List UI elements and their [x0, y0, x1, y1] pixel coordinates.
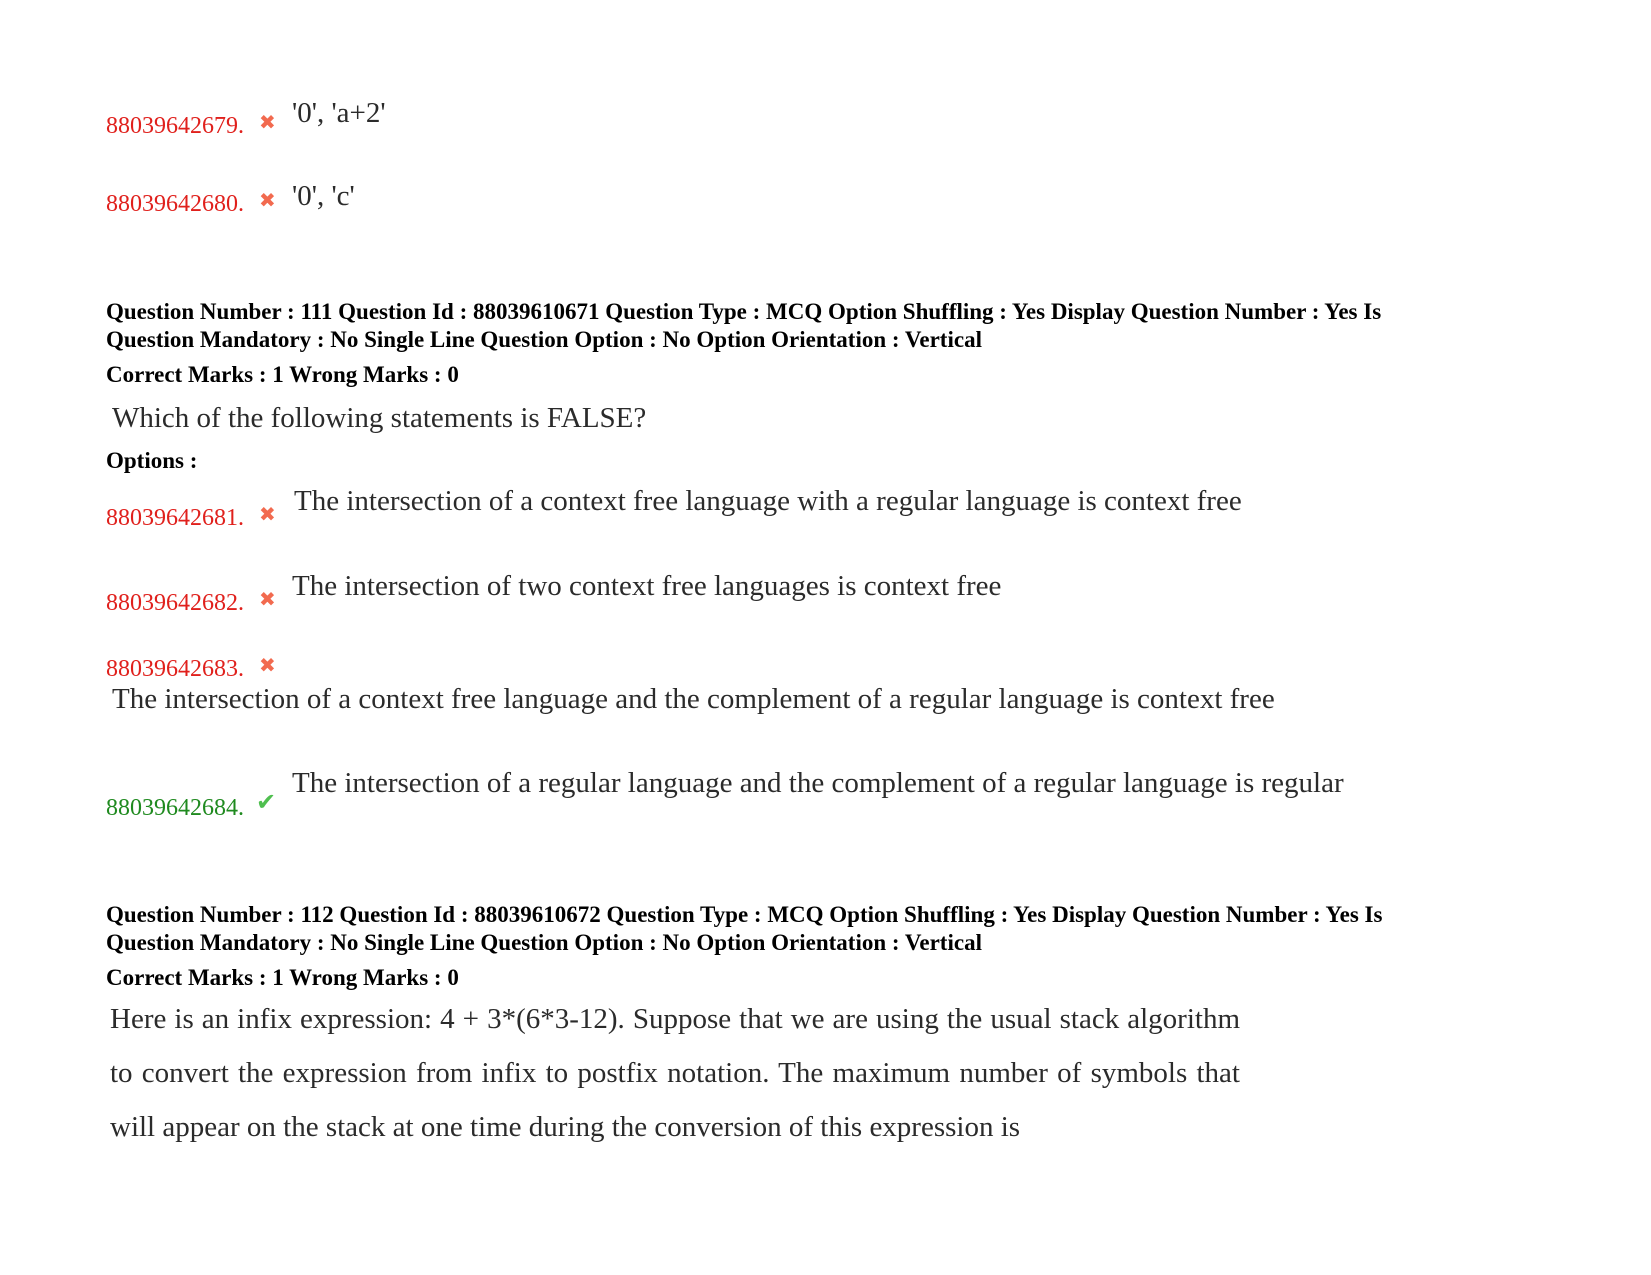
option-id: 88039642681. — [106, 505, 244, 531]
option-text: '0', 'a+2' — [292, 97, 386, 129]
option-text: The intersection of a context free language and the complement of a regular language is context free — [112, 683, 1275, 715]
option-id: 88039642684. — [106, 795, 244, 821]
option-id: 88039642680. — [106, 191, 244, 217]
question-meta: Question Number : 111 Question Id : 88039610671 Question Type : MCQ Option Shuffling : Yes Display Question Number : Yes Is — [106, 299, 1382, 324]
cross-icon: ✖ — [259, 587, 276, 611]
option-text: '0', 'c' — [292, 180, 355, 212]
question-text: Which of the following statements is FALSE? — [112, 402, 647, 434]
option-id: 88039642679. — [106, 113, 244, 139]
option-id: 88039642683. — [106, 656, 244, 682]
options-label: Options : — [106, 448, 198, 473]
question-marks: Correct Marks : 1 Wrong Marks : 0 — [106, 965, 459, 990]
option-text: The intersection of a regular language and the complement of a regular language is regular — [292, 767, 1344, 799]
cross-icon: ✖ — [259, 110, 276, 134]
cross-icon: ✖ — [259, 653, 276, 677]
question-marks: Correct Marks : 1 Wrong Marks : 0 — [106, 362, 459, 387]
option-text: The intersection of two context free languages is context free — [292, 570, 1002, 602]
cross-icon: ✖ — [259, 502, 276, 526]
cross-icon: ✖ — [259, 188, 276, 212]
question-meta: Question Mandatory : No Single Line Question Option : No Option Orientation : Vertical — [106, 327, 982, 352]
check-icon: ✔ — [256, 788, 277, 816]
question-meta: Question Number : 112 Question Id : 88039610672 Question Type : MCQ Option Shuffling : Yes Display Question Number : Yes Is — [106, 902, 1383, 927]
question-text: Here is an infix expression: 4 + 3*(6*3-12). Suppose that we are using the usual stack algorithm to convert the expression from infix to postfix notation. The maximum number of symbols that will appear on the stack at one time during the conversion of this expression is — [110, 1003, 1240, 1143]
question-meta: Question Mandatory : No Single Line Question Option : No Option Orientation : Vertical — [106, 930, 982, 955]
option-text: The intersection of a context free language with a regular language is context free — [294, 485, 1242, 517]
option-id: 88039642682. — [106, 590, 244, 616]
